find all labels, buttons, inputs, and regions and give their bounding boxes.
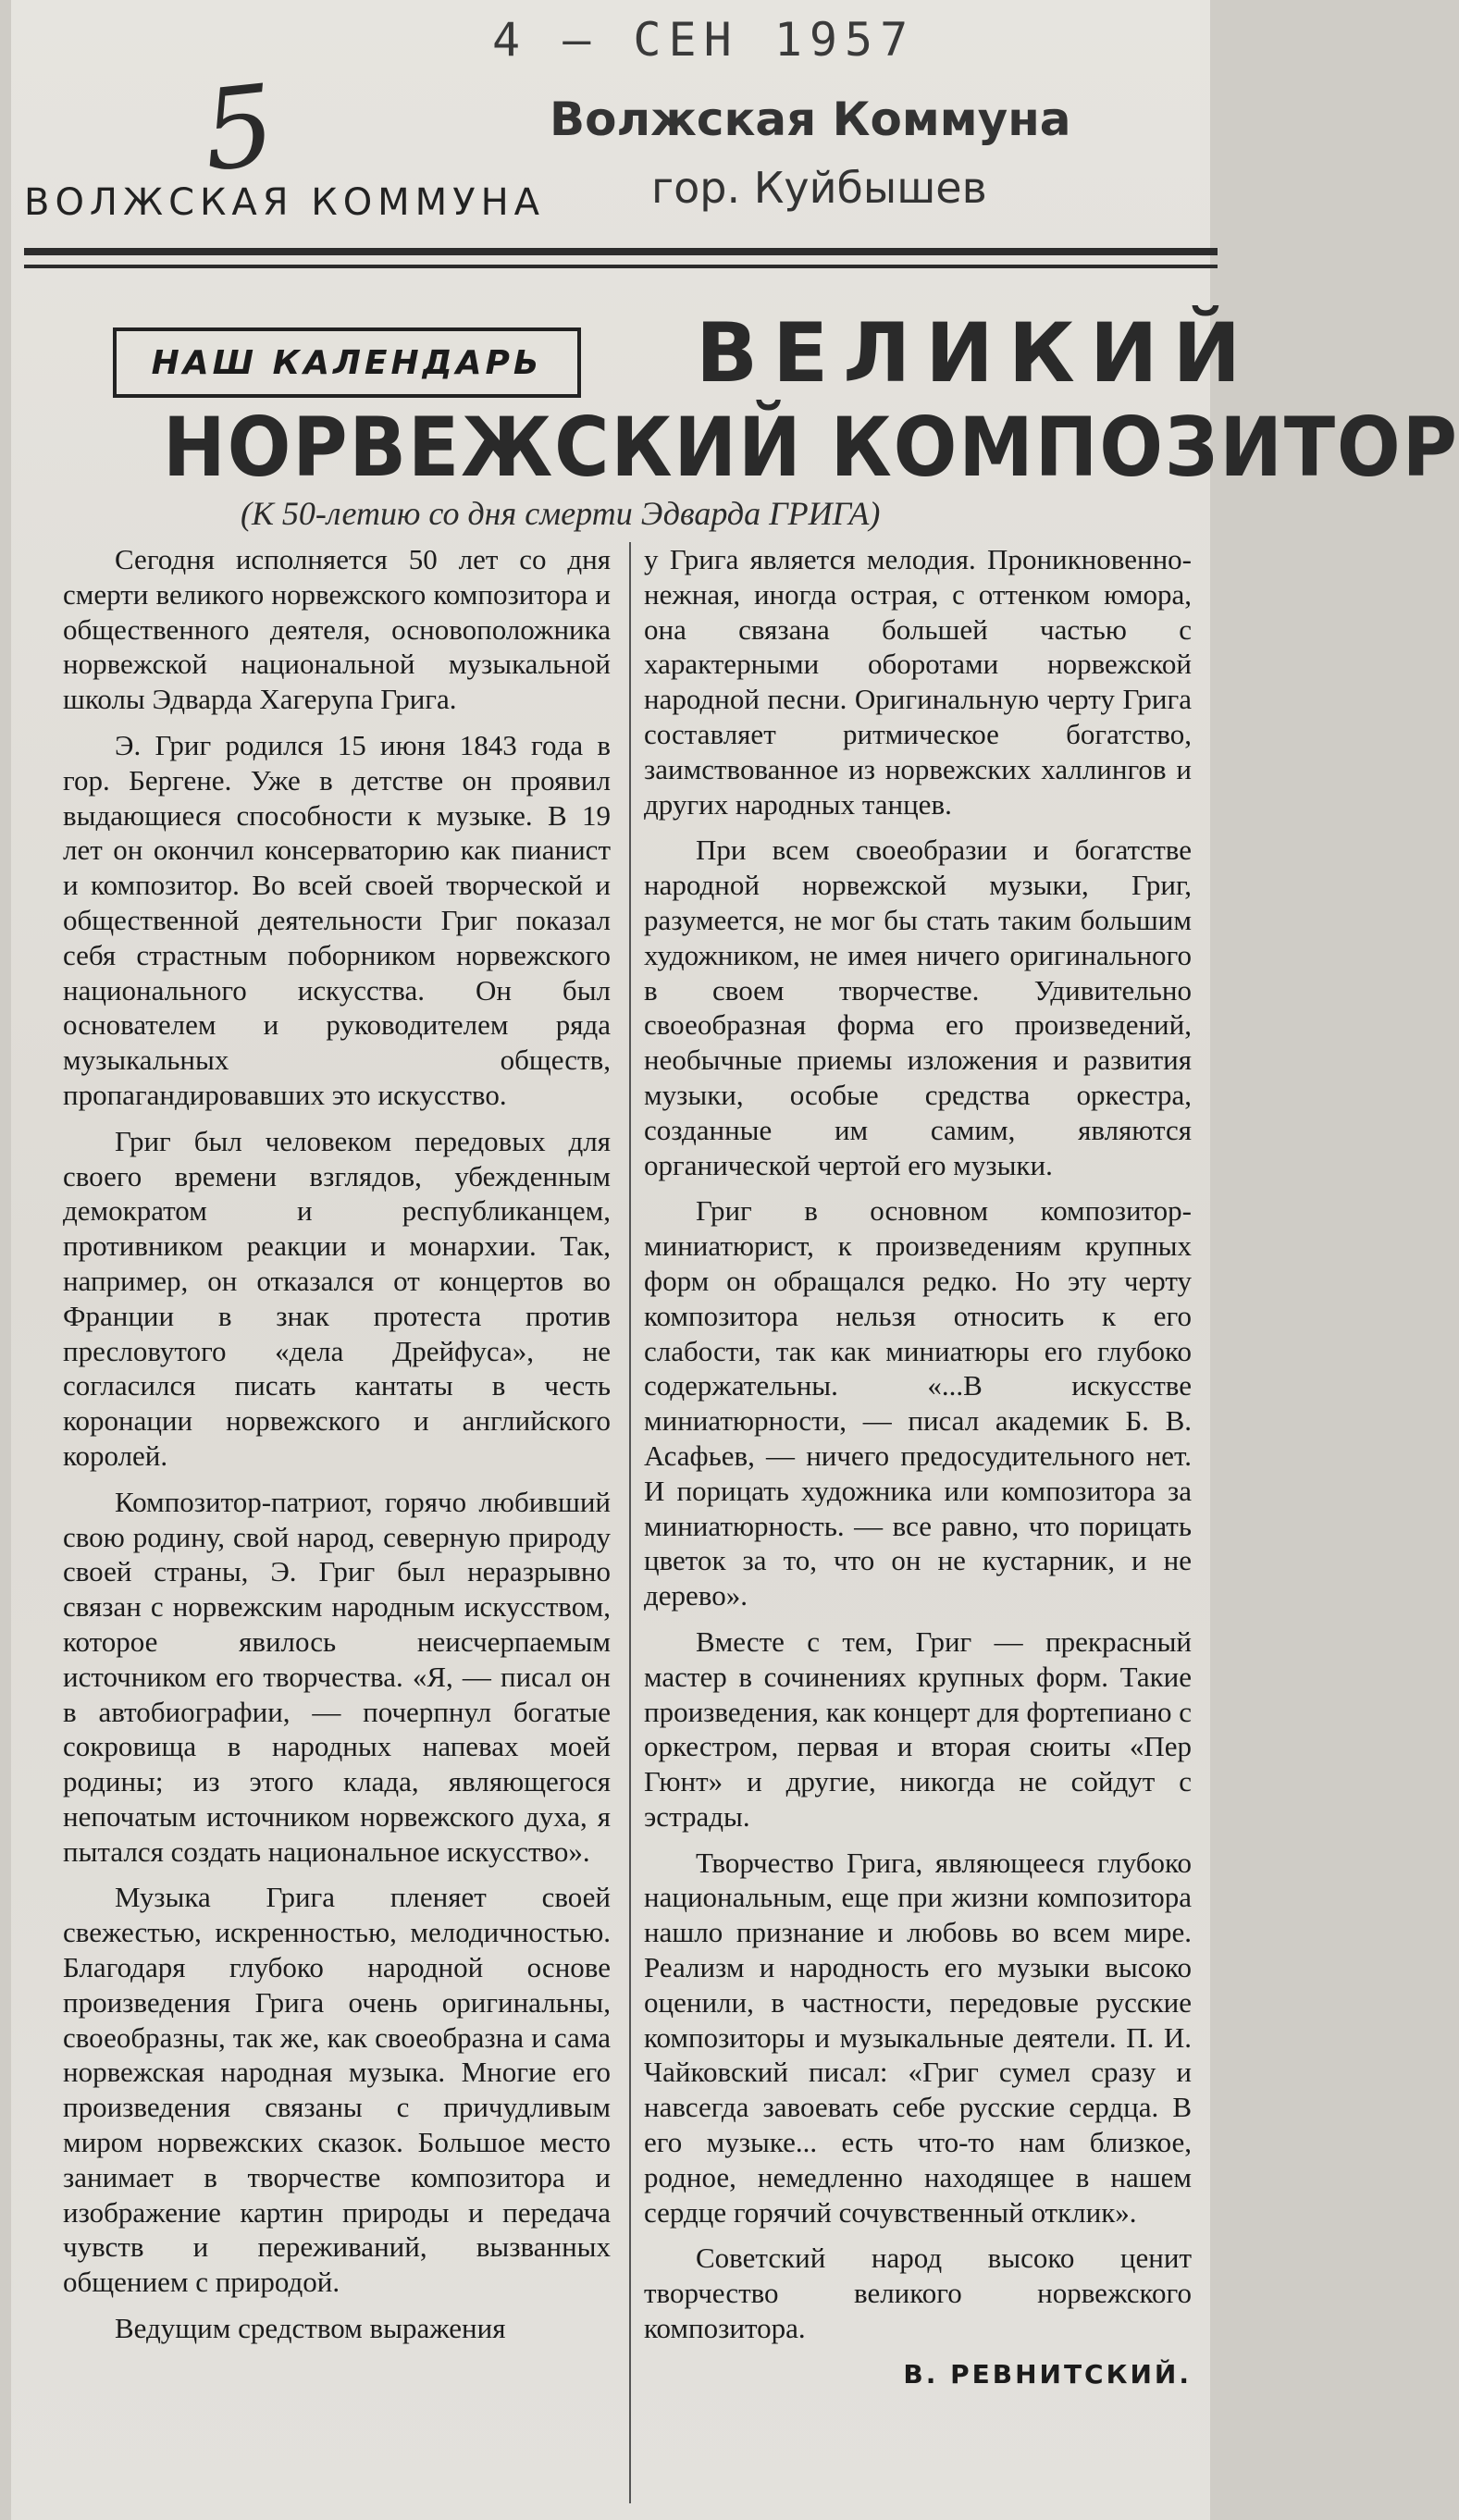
paragraph: Музыка Грига пленяет своей свежестью, искренностью, мелодичностью. Благодаря глубоко народной основе произведения Грига очень оригинальны, своеобразны, так же, как своеобразна и сама норвежская народная музыка. Многие его произведения связаны с причудливым миром норвежских сказок. Большое место занимает в творчестве композитора и изображение картин природы и передача чувств и переживаний, вызванных общением с природой. [63,1881,611,2299]
article-column-right [644,542,1192,2392]
column-divider [629,542,631,2503]
handwritten-number: 5 [196,61,281,197]
masthead: ВОЛЖСКАЯ КОММУНА [24,181,546,224]
newspaper-stamp: Волжская Коммуна [550,93,1071,146]
newspaper-clipping [11,0,1459,2520]
paragraph: у Грига является мелодия. Проникновенно-нежная, иногда острая, с оттенком юмора, она связана большей частью с характерными оборотами норвежской народной песни. Оригинальную черту Грига составляет ритмическое богатство, заимствованное из норвежских халлингов и других народных танцев. [644,543,1192,821]
paragraph: Григ в основном композитор-миниатюрист, к произведениям крупных форм он обращался редко. Но эту черту композитора нельзя относить к его слабости, так как миниатюры его глубоко содержательны. «...В искусстве миниатюрности, — писал академик Б. В. Асафьев, — ничего предосудительного нет. И порицать художника или композитора за миниатюрность. — все равно, что порицать цветок за то, что он не кустарник, и не дерево». [644,1194,1192,1612]
paragraph: Э. Григ родился 15 июня 1843 года в гор. Бергене. Уже в детстве он проявил выдающиеся способности к музыке. В 19 лет он окончил консерваторию как пианист и композитор. Во всей своей творческой и общественной деятельности Григ показал себя страстным поборником норвежского национального искусства. Он был основателем и руководителем ряда музыкальных обществ, пропагандировавших это искусство. [63,728,611,1111]
paragraph: Григ был человеком передовых для своего времени взглядов, убежденным демократом и республиканцем, противником реакции и монархии. Так, например, он отказался от концертов во Франции в знак протеста против пресловутого «дела Дрейфуса», не согласился писать кантаты в честь коронации норвежского и английского королей. [63,1124,611,1472]
article-column-left [63,542,611,2357]
subheadline: (К 50-летию со дня смерти Эдварда ГРИГА) [241,495,881,532]
paragraph: Творчество Грига, являющееся глубоко национальным, еще при жизни композитора нашло признание и любовь во всем мире. Реализм и народность его музыки высоко оценили, в частности, передовые русские композиторы и музыкальные деятели. П. И. Чайковский писал: «Григ сумел сразу и навсегда завоевать себе русские сердца. В его музыке... есть что-то нам близкое, родное, немедленно находящее в нашем сердце горячий сочувственный отклик». [644,1846,1192,2229]
headline-line-2: НОРВЕЖСКИЙ КОМПОЗИТОР [163,400,1459,495]
paragraph: При всем своеобразии и богатстве народной норвежской музыки, Григ, разумеется, не мог бы стать таким большим художником, не имея ничего оригинального в своем творчестве. Удивительно своеобразная форма его произведений, необычные приемы изложения и развития музыки, особые средства оркестра, созданные им самим, являются органической чертой его музыки. [644,834,1192,1181]
rubric-box: НАШ КАЛЕНДАРЬ [113,327,581,398]
paragraph: Сегодня исполняется 50 лет со дня смерти великого норвежского композитора и общественного деятеля, основоположника норвежской национальной музыкальной школы Эдварда Хагерупа Грига. [63,543,611,716]
paragraph: Композитор-патриот, горячо любивший свою родину, свой народ, северную природу своей страны, Э. Григ был неразрывно связан с норвежским народным искусством, которое явилось неисчерпаемым источником его творчества. «Я, — писал он в автобиографии, — почерпнул богатые сокровища в народных напевах моей родины; из этого клада, являющегося непочатым источником норвежского духа, я пытался создать национальное искусство». [63,1485,611,1868]
paragraph: Вместе с тем, Григ — прекрасный мастер в сочинениях крупных форм. Такие произведения, как концерт для фортепиано с оркестром, первая и вторая сюиты «Пер Гюнт» и другие, никогда не сойдут с эстрады. [644,1624,1192,1833]
city-stamp: гор. Куйбышев [651,163,987,213]
date-stamp: 4 — СЕН 1957 [492,13,916,67]
author-signature: В. РЕВНИТСКИЙ. [903,2358,1192,2390]
paragraph: Ведущим средством выражения [115,2312,506,2345]
headline-line-1: ВЕЛИКИЙ [696,305,1256,401]
masthead-rule [24,248,1218,255]
paragraph: Советский народ высоко ценит творчество великого норвежского композитора. [644,2242,1192,2345]
masthead-rule-thin [24,265,1218,268]
